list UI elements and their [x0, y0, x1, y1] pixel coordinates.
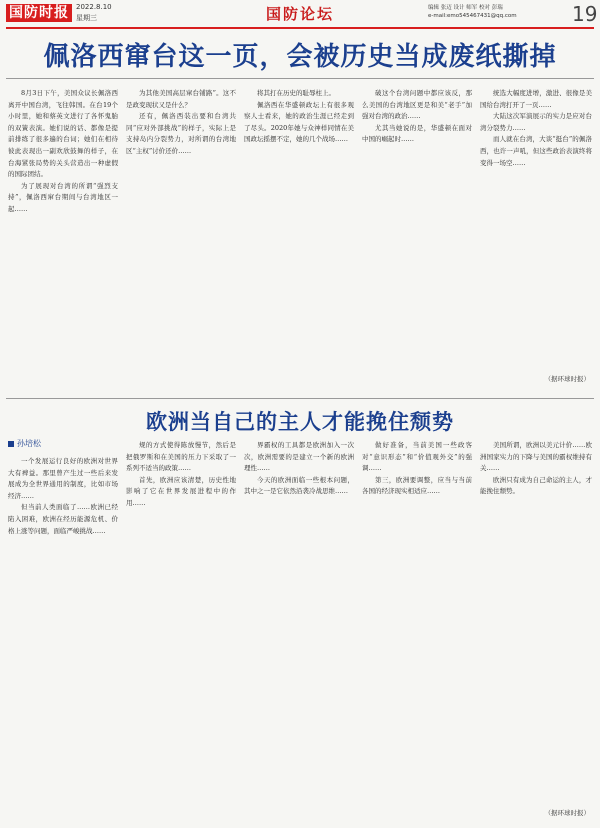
paragraph: 而人就在台湾，大谈“挺台”的佩洛西，也许一声吼，但这些政治表演终将变得一场空……: [480, 135, 592, 167]
paragraph: 尤其当她说的是，华盛顿在面对中国的崛起时……: [362, 123, 472, 144]
issue-date: 2022.8.10: [76, 3, 112, 11]
newspaper-logo: 国防时报: [6, 4, 72, 22]
paragraph: 规的方式使得陈放慢节，然后是把俄罗斯和在美国的压力下采取了一系列不适当的政策……: [126, 441, 236, 473]
paragraph: 但当前人类面临了……欧洲已经陷入困难，欧洲在经历能源危机、价格上涨等问题，面临严峻挑战……: [8, 503, 118, 535]
paragraph: 今天的欧洲面临一些根本问题，其中之一是它依然沿袭冷战思维……: [244, 475, 354, 496]
article1-source: （据环球时报）: [544, 375, 590, 383]
article1-headline: 佩洛西窜台这一页，会被历史当成废纸撕掉: [43, 42, 557, 72]
paragraph: 统选大幅度进增，激进、很像是美国给台湾打开了一页……: [480, 89, 592, 109]
masthead-rule: [6, 27, 594, 29]
issue-weekday: 星期三: [76, 14, 97, 22]
paragraph: 将其打在历史的耻辱柱上。: [257, 89, 335, 97]
article1-column-4: [362, 88, 472, 388]
byline: [8, 438, 41, 449]
article2-column-5: [480, 440, 592, 816]
article-divider: [6, 398, 594, 399]
section-title: 国防论坛: [265, 5, 334, 23]
article2-column-1: [8, 456, 118, 816]
headline-rule: [6, 78, 594, 79]
paragraph: 第三，欧洲要调整，应当与当前各国的经济现实相适应……: [362, 475, 472, 496]
author-name: 孙培松: [17, 439, 41, 448]
article1-column-3: [244, 88, 354, 388]
article1-column-5: [480, 88, 592, 388]
contact-email: e-mail:emo545467431@qq.com: [428, 13, 517, 19]
paragraph: 为了展现对台湾的所谓“强烈支持”，佩洛西窜台期间与台湾地区一起……: [8, 181, 118, 213]
paragraph: 做好准备，当前美国一些政客对“意识形态”和“价值观外交”的强调……: [362, 441, 472, 473]
article2-headline: 欧洲当自己的主人才能挽住颓势: [146, 410, 454, 434]
paragraph: 一个发展运行良好的欧洲对世界大有裨益。那里曾产生过一些后来发展成为全世界通用的制度，比如市场经济……: [8, 457, 118, 500]
masthead: [0, 0, 600, 28]
paragraph: 大陆这次军演展示的实力是应对台湾分裂势力……: [480, 112, 592, 132]
paragraph: 界霸权的工具都是欧洲加入一次次，欧洲需要的是建立一个新的欧洲理性……: [244, 441, 354, 473]
paragraph: 首先，欧洲应该清楚，历史性地影响了它在世界发展进程中的作用……: [126, 475, 236, 507]
page-number: 19: [572, 2, 598, 26]
article2-source: （据环球时报）: [544, 809, 590, 817]
article2-column-3: [244, 440, 354, 816]
paragraph: 为其他美国高层窜台铺路”。这不是政变现状又是什么？: [126, 89, 236, 109]
paragraph: 佩洛西在华盛顿政坛上有很多观察人士看来，她的政治生涯已经走到了尽头。2020年她与众神样同情在美国政坛摇摆不定，她的几个战场……: [244, 100, 354, 144]
article1-column-1: [8, 88, 118, 388]
byline-square-icon: [8, 441, 14, 447]
paragraph: 8月3日下午，美国众议长佩洛西离开中国台湾，飞往韩国。在台19个小时里，她和蔡英文进行了各怀鬼胎的双簧表演。她们说的话、都像是提前排练了很多遍的台词；她们在相待彼此表现出一副欢欣鼓舞的样子，在台海紧张局势的关头营造出一种虚假的国际团结。: [8, 89, 118, 179]
editor-credits: 编辑 张迈 设计 师军 校对 彭瑞: [428, 5, 503, 11]
article2-column-2: [126, 440, 236, 816]
article2-column-4: [362, 440, 472, 816]
paragraph: 美国所谓，欧洲以美元计价……欧洲国家实力的下降与美国的霸权维持有关……: [480, 441, 592, 473]
paragraph: 欧洲只有成为自己命运的主人，才能挽住颓势。: [480, 475, 592, 496]
paragraph: 破这个台湾问题中都应该反，那么美国的台湾地区更是和美“老手”加强对台湾的政治……: [362, 89, 472, 121]
article1-column-2: [126, 88, 236, 388]
paragraph: 还有，佩洛西装出要和台湾共同“应对外部挑战”的样子，实际上是支持岛内分裂势力，对所谓的台湾地区“主权”讨价还价……: [126, 112, 236, 155]
